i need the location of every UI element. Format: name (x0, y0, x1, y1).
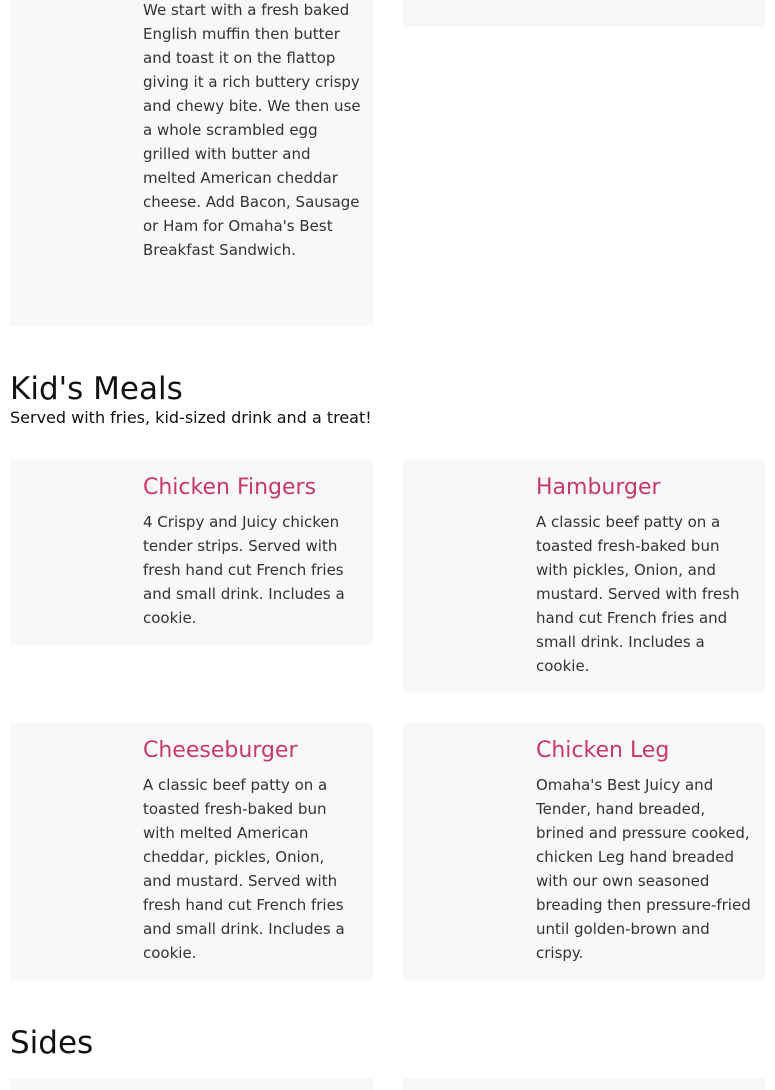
item-description: We start with a fresh baked English muffin then butter and toast it on the flattop giving it a rich buttery crispy and chewy bite. We then use a whole scrambled egg grilled with butter and melted American cheddar cheese. Add Bacon, Sausage or Ham for Omaha's Best Breakfast Sandwich. (143, 1, 361, 259)
item-title: Chicken Fingers (143, 475, 317, 500)
menu-card-chicken-leg[interactable] (403, 723, 765, 980)
item-description: Omaha's Best Juicy and Tender, hand breaded, brined and pressure cooked, chicken Leg hand breaded with our own seasoned breading then pressure-fried until golden-brown and crispy. (536, 776, 751, 962)
menu-card-partial[interactable] (403, 0, 765, 27)
menu-card-partial[interactable] (10, 1078, 373, 1090)
section-title-kids-meals: Kid's Meals (10, 371, 183, 407)
item-title: Cheeseburger (143, 738, 298, 763)
menu-card-breakfast-sandwich[interactable] (10, 0, 373, 326)
item-description: 4 Crispy and Juicy chicken tender strips. Served with fresh hand cut French fries and small drink. Includes a cookie. (143, 513, 345, 627)
item-description: A classic beef patty on a toasted fresh-baked bun with melted American cheddar, pickles, Onion, and mustard. Served with fresh hand cut French fries and small drink. Includes a cookie. (143, 776, 345, 962)
section-title-sides: Sides (10, 1025, 94, 1061)
menu-card-partial[interactable] (403, 1078, 765, 1090)
item-title: Chicken Leg (536, 738, 670, 763)
item-title: Hamburger (536, 475, 661, 500)
menu-card-cheeseburger[interactable] (10, 723, 373, 980)
item-description: A classic beef patty on a toasted fresh-baked bun with pickles, Onion, and mustard. Served with fresh hand cut French fries and small drink. Includes a cookie. (536, 513, 740, 675)
menu-card-chicken-fingers[interactable] (10, 460, 373, 645)
menu-card-hamburger[interactable] (403, 460, 765, 692)
section-subtitle-kids-meals: Served with fries, kid-sized drink and a treat! (10, 408, 372, 427)
